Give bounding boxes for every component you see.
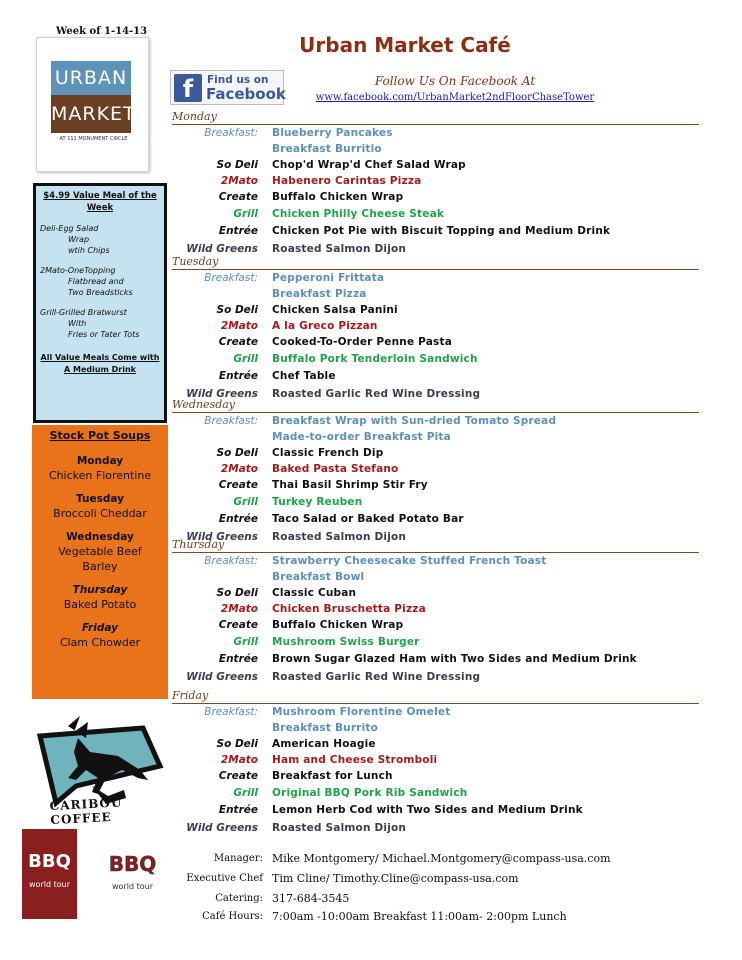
day-header-4: Friday xyxy=(172,689,699,704)
urban-market-logo xyxy=(36,37,149,172)
menu-row xyxy=(168,636,698,651)
soup-name: Vegetable Beef Barley xyxy=(58,545,142,573)
menu-row xyxy=(168,571,698,586)
value-item-line: Two Breadsticks xyxy=(68,288,133,297)
menu-item: Mushroom Florentine Omelet xyxy=(272,706,451,718)
station-label: Create xyxy=(218,191,258,203)
station-label: Create xyxy=(218,479,258,491)
station-label: Grill xyxy=(233,636,258,648)
facebook-icon: f xyxy=(174,74,202,102)
value-item-line: 2Mato-OneTopping xyxy=(40,266,116,275)
soup-name: Broccoli Cheddar xyxy=(53,507,147,520)
menu-item: Mushroom Swiss Burger xyxy=(272,636,420,648)
menu-row xyxy=(168,288,698,303)
menu-row xyxy=(168,653,698,668)
menu-item: Turkey Reuben xyxy=(272,496,363,508)
menu-row xyxy=(168,822,698,837)
station-label: 2Mato xyxy=(220,463,258,475)
value-item-line: Grill-Grilled Bratwurst xyxy=(40,308,127,317)
menu-item: Chicken Philly Cheese Steak xyxy=(272,208,445,220)
bbq-text: BBQ xyxy=(108,852,157,876)
chef-label: Executive Chef xyxy=(186,873,263,884)
menu-item: Chef Table xyxy=(272,370,336,382)
day-header-3: Thursday xyxy=(172,538,699,553)
hours-value: 7:00am -10:00am Breakfast 11:00am- 2:00pm Lunch xyxy=(272,910,567,923)
menu-row xyxy=(168,336,698,351)
bbq-text: BBQ xyxy=(28,851,71,872)
menu-row xyxy=(168,370,698,385)
station-label: Create xyxy=(218,770,258,782)
menu-item: Original BBQ Pork Rib Sandwich xyxy=(272,787,468,799)
menu-item: American Hoagie xyxy=(272,738,376,750)
menu-item: Buffalo Chicken Wrap xyxy=(272,619,404,631)
menu-item: Baked Pasta Stefano xyxy=(272,463,399,475)
station-label: 2Mato xyxy=(220,754,258,766)
menu-item: Pepperoni Frittata xyxy=(272,272,385,284)
menu-item: A la Greco Pizzan xyxy=(272,320,378,332)
menu-item: Thai Basil Shrimp Stir Fry xyxy=(272,479,428,491)
soup-day: Wednesday xyxy=(66,531,134,543)
station-label: Wild Greens xyxy=(186,822,258,834)
menu-row xyxy=(168,447,698,462)
menu-item: Breakfast Bowl xyxy=(272,571,365,583)
value-item-line: Wrap xyxy=(68,235,90,244)
soup-day: Monday xyxy=(76,455,124,467)
station-label: Wild Greens xyxy=(186,531,258,543)
soup-name: Clam Chowder xyxy=(59,636,141,649)
menu-row xyxy=(168,496,698,511)
soup-name: Baked Potato xyxy=(63,598,137,611)
day-header-0: Monday xyxy=(172,110,699,125)
menu-item: Chicken Pot Pie with Biscuit Topping and Medium Drink xyxy=(272,225,611,237)
menu-item: Buffalo Chicken Wrap xyxy=(272,191,404,203)
station-label: Grill xyxy=(233,496,258,508)
week-label: Week of 1-14-13 xyxy=(56,26,148,37)
catering-value: 317-684-3545 xyxy=(272,892,350,905)
menu-row xyxy=(168,787,698,802)
station-label: So Deli xyxy=(216,587,258,599)
menu-row xyxy=(168,706,698,721)
soup-day: Friday xyxy=(82,622,118,634)
menu-row xyxy=(168,415,698,430)
menu-item: Lemon Herb Cod with Two Sides and Medium Drink xyxy=(272,804,583,816)
bbq-sub: world tour xyxy=(29,880,70,889)
soup-day: Tuesday xyxy=(76,493,124,505)
menu-row xyxy=(168,208,698,223)
station-label: Entrée xyxy=(218,513,258,525)
soup-name: Chicken Florentine xyxy=(48,469,152,482)
menu-row xyxy=(168,738,698,753)
menu-row xyxy=(168,225,698,240)
menu-item: Strawberry Cheesecake Stuffed French Toast xyxy=(272,555,547,567)
station-label: 2Mato xyxy=(220,320,258,332)
value-item-line: Fries or Tater Tots xyxy=(68,330,140,339)
menu-item: Blueberry Pancakes xyxy=(272,127,393,139)
facebook-badge[interactable] xyxy=(170,70,284,105)
menu-row xyxy=(168,175,698,190)
menu-row xyxy=(168,619,698,634)
menu-item: Ham and Cheese Stromboli xyxy=(272,754,438,766)
logo-line2: MARKET xyxy=(51,95,131,133)
menu-item: Taco Salad or Baked Potato Bar xyxy=(272,513,464,525)
bbq-logo-outline xyxy=(100,842,165,910)
value-meal-box xyxy=(33,183,167,423)
menu-row xyxy=(168,127,698,142)
menu-item: Roasted Garlic Red Wine Dressing xyxy=(272,671,481,683)
station-label: Breakfast: xyxy=(204,555,258,567)
fb-line1: Find us on xyxy=(207,74,269,86)
menu-row xyxy=(168,463,698,478)
facebook-url[interactable]: www.facebook.com/UrbanMarket2ndFloorChaseTower xyxy=(315,92,595,103)
station-label: Create xyxy=(218,619,258,631)
station-label: Breakfast: xyxy=(204,127,258,139)
menu-row xyxy=(168,513,698,528)
menu-item: Habenero Carintas Pizza xyxy=(272,175,422,187)
menu-row xyxy=(168,603,698,618)
value-item-line: With xyxy=(68,319,87,328)
menu-row xyxy=(168,272,698,287)
menu-item: Roasted Salmon Dijon xyxy=(272,822,407,834)
menu-row xyxy=(168,671,698,686)
value-meal-item xyxy=(40,307,160,340)
station-label: Breakfast: xyxy=(204,706,258,718)
station-label: So Deli xyxy=(216,447,258,459)
fb-line2: Facebook xyxy=(206,85,286,103)
hours-label: Café Hours: xyxy=(202,911,263,922)
menu-item: Breakfast Burrito xyxy=(272,722,379,734)
caribou-coffee-logo xyxy=(28,708,170,828)
day-header-2: Wednesday xyxy=(172,398,699,413)
menu-item: Breakfast Wrap with Sun-dried Tomato Spread xyxy=(272,415,557,427)
station-label: Wild Greens xyxy=(186,671,258,683)
value-meal-footer: All Value Meals Come with A Medium Drink xyxy=(40,353,160,374)
menu-row xyxy=(168,143,698,158)
bbq-sub: world tour xyxy=(112,882,153,891)
follow-text: Follow Us On Facebook At xyxy=(374,74,536,88)
menu-row xyxy=(168,431,698,446)
menu-row xyxy=(168,353,698,368)
station-label: So Deli xyxy=(216,304,258,316)
day-header-1: Tuesday xyxy=(172,255,699,270)
menu-item: Breakfast Burritio xyxy=(272,143,382,155)
menu-item: Classic Cuban xyxy=(272,587,357,599)
value-item-line: wtih Chips xyxy=(68,246,110,255)
menu-item: Brown Sugar Glazed Ham with Two Sides and Medium Drink xyxy=(272,653,637,665)
menu-item: Roasted Garlic Red Wine Dressing xyxy=(272,388,481,400)
stock-pot-soups xyxy=(32,425,168,699)
menu-item: Cooked-To-Order Penne Pasta xyxy=(272,336,452,348)
menu-item: Classic French Dip xyxy=(272,447,384,459)
station-label: Grill xyxy=(233,787,258,799)
station-label: Breakfast: xyxy=(204,415,258,427)
station-label: Entrée xyxy=(218,653,258,665)
manager-value: Mike Montgomery/ Michael.Montgomery@compass-usa.com xyxy=(272,852,611,865)
menu-row xyxy=(168,479,698,494)
bbq-logo xyxy=(22,829,77,919)
menu-item: Chicken Bruschetta Pizza xyxy=(272,603,426,615)
station-label: Entrée xyxy=(218,804,258,816)
station-label: Grill xyxy=(233,353,258,365)
station-label: Entrée xyxy=(218,370,258,382)
soup-day: Thursday xyxy=(72,584,128,596)
soups-title: Stock Pot Soups xyxy=(49,429,151,442)
menu-item: Roasted Salmon Dijon xyxy=(272,243,407,255)
value-item-line: Flatbread and xyxy=(68,277,124,286)
menu-row xyxy=(168,587,698,602)
menu-row xyxy=(168,804,698,819)
menu-row xyxy=(168,159,698,174)
menu-item: Roasted Salmon Dijon xyxy=(272,531,407,543)
value-meal-item xyxy=(40,223,160,256)
menu-item: Buffalo Pork Tenderloin Sandwich xyxy=(272,353,478,365)
station-label: Wild Greens xyxy=(186,243,258,255)
menu-row xyxy=(168,754,698,769)
station-label: So Deli xyxy=(216,738,258,750)
menu-item: Made-to-order Breakfast Pita xyxy=(272,431,451,443)
station-label: Create xyxy=(218,336,258,348)
menu-row xyxy=(168,770,698,785)
menu-item: Chop'd Wrap'd Chef Salad Wrap xyxy=(272,159,466,171)
value-item-line: Deli-Egg Salad xyxy=(40,224,99,233)
menu-item: Breakfast Pizza xyxy=(272,288,367,300)
menu-row xyxy=(168,320,698,335)
station-label: 2Mato xyxy=(220,603,258,615)
station-label: Entrée xyxy=(218,225,258,237)
manager-label: Manager: xyxy=(213,853,263,864)
station-label: Wild Greens xyxy=(186,388,258,400)
value-meal-title: $4.99 Value Meal of the Week xyxy=(43,191,157,213)
page-title: Urban Market Café xyxy=(299,33,511,57)
menu-row xyxy=(168,191,698,206)
station-label: 2Mato xyxy=(220,175,258,187)
station-label: Breakfast: xyxy=(204,272,258,284)
value-meal-item xyxy=(40,265,160,298)
station-label: So Deli xyxy=(216,159,258,171)
menu-row xyxy=(168,555,698,570)
menu-item: Chicken Salsa Panini xyxy=(272,304,398,316)
menu-item: Breakfast for Lunch xyxy=(272,770,393,782)
chef-value: Tim Cline/ Timothy.Cline@compass-usa.com xyxy=(272,872,519,885)
catering-label: Catering: xyxy=(215,893,263,904)
menu-row xyxy=(168,722,698,737)
menu-row xyxy=(168,304,698,319)
station-label: Grill xyxy=(233,208,258,220)
caribou-name: CARIBOU COFFEE xyxy=(49,795,123,828)
logo-sub: AT 111 MONUMENT CIRCLE xyxy=(59,136,128,142)
logo-line1: URBAN xyxy=(51,61,131,95)
